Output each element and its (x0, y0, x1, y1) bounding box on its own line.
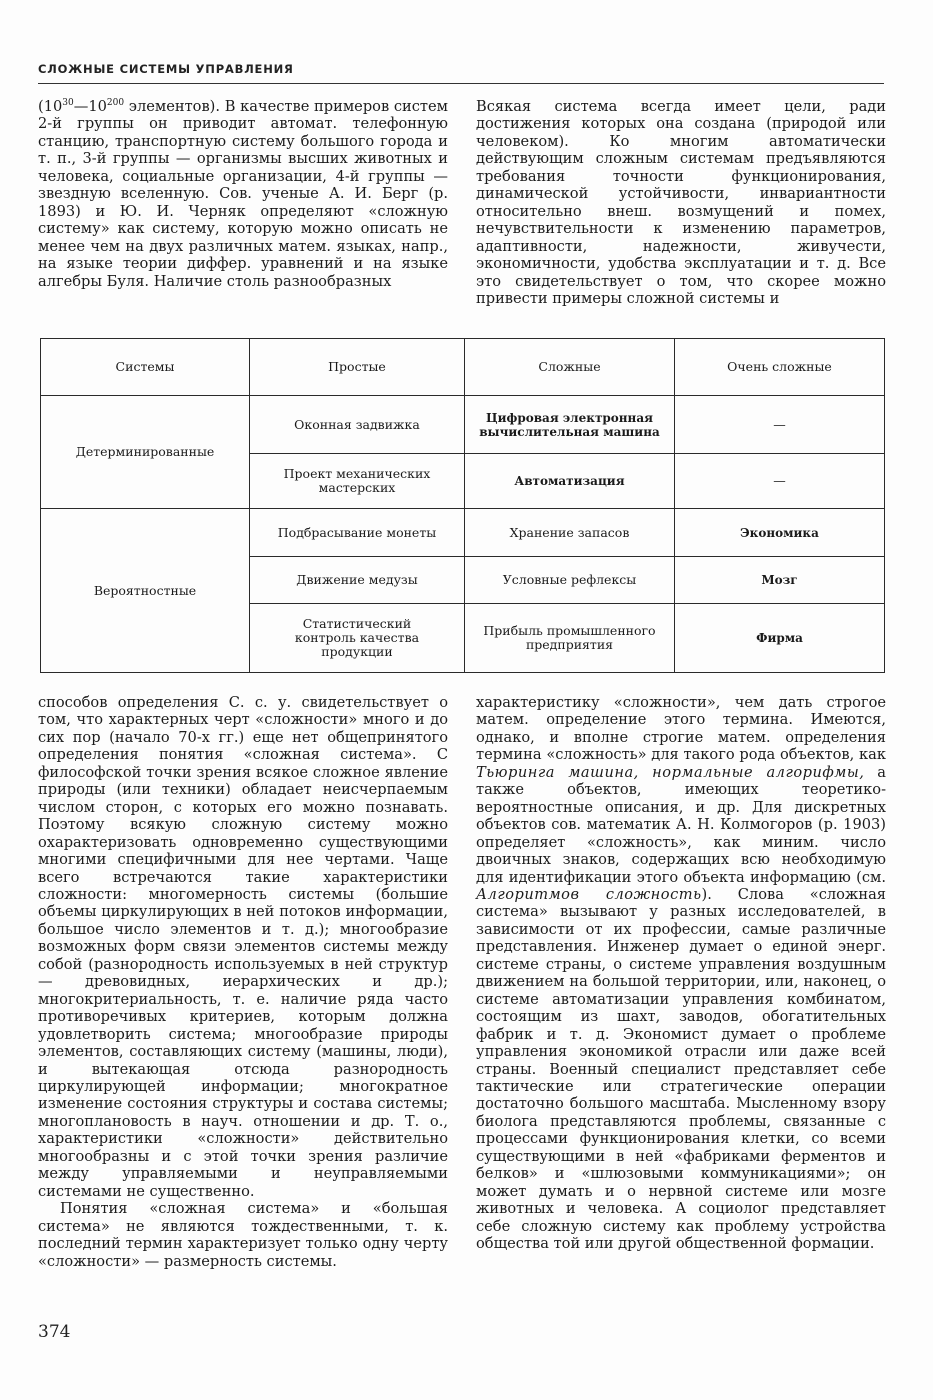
column-top-left (38, 98, 448, 290)
paragraph: Понятия «сложная система» и «большая система» не являются тождественными, т. к. последний термин характеризует только одну черту «сложности» — размерность системы. (38, 1200, 448, 1270)
table-cell: Автоматизация (465, 454, 675, 509)
cross-reference-link[interactable]: Тьюринга машина, нормальные алгорифмы, (476, 763, 865, 781)
table-row (41, 509, 885, 557)
column-header: Системы (41, 339, 250, 396)
table-cell: Хранение запасов (465, 509, 675, 557)
column-bottom-left (38, 694, 448, 1270)
superscript: 30 (62, 98, 74, 109)
systems-classification-table (40, 338, 885, 673)
table-row (41, 396, 885, 454)
table-header-row (41, 339, 885, 396)
page-number: 374 (38, 1322, 71, 1342)
text-run: —10 (73, 98, 107, 115)
table-cell: Движение медузы (250, 557, 465, 604)
row-group-label: Вероятностные (41, 509, 250, 673)
text-run: (10 (38, 98, 63, 115)
table-cell: Условные рефлексы (465, 557, 675, 604)
table-cell: Подбрасывание монеты (250, 509, 465, 557)
paragraph: способов определения С. с. у. свидетельствует о том, что характерных черт «сложности» много и до сих пор (начало 70-х гг.) еще нет общепринятого определения понятия «сложная система». С философской точки зрения всякое сложное явление природы (или техники) обладает неисчерпаемым числом сторон, с которых его можно познавать. Поэтому всякую сложную систему можно охарактеризовать одновременно существующими многими специфичными для нее чертами. Чаще всего встречаются такие характеристики сложности: многомерность системы (большие объемы циркулирующих в ней потоков информации, большое число элементов и т. д.); многообразие возможных форм связи элементов системы между собой (разнородность используемых в ней структур — древовидных, иерархических и др.); многокритериальность, т. е. наличие ряда часто противоречивых критериев, которым должна удовлетворить система; многообразие природы элементов, составляющих систему (машины, люди), и вытекающая отсюда разнородность циркулирующей информации; многократное изменение состояния структуры и состава системы; многоплановость в науч. отношении и др. Т. о., характеристики «сложности» действительно многообразны и с этой точки зрения различие между управляемыми и неуправляемыми системами не существенно. (38, 694, 448, 1200)
cross-reference-link[interactable]: Алгоритмов сложность (476, 885, 702, 903)
text-run: элементов). В качестве примеров систем 2-й группы он приводит автомат. телефонную станцию, транспортную систему большого города и т. п., 3-й группы — организмы высших животных и человека, социальные организации, 4-й группы — звездную вселенную. Сов. ученые А. И. Берг (р. 1893) и Ю. И. Черняк определяют «сложную систему» как систему, которую можно описать не менее чем на двух различных матем. языках, напр., на языке теории диффер. уравнений и на языке алгебры Буля. Наличие столь разнообразных (38, 98, 448, 290)
column-bottom-right (476, 694, 886, 1253)
column-header: Очень сложные (675, 339, 885, 396)
row-group-label: Детерминированные (41, 396, 250, 509)
table-cell: Экономика (675, 509, 885, 557)
table-cell: Проект механических мастерских (250, 454, 465, 509)
running-head: СЛОЖНЫЕ СИСТЕМЫ УПРАВЛЕНИЯ (38, 62, 294, 76)
table-cell: Цифровая электронная вычислительная машина (465, 396, 675, 454)
table-cell: — (675, 454, 885, 509)
paragraph (476, 694, 886, 1253)
text-run: характеристику «сложности», чем дать строгое матем. определение этого термина. Имеются, однако, и вполне строгие матем. определения термина «сложность» для такого рода объектов, как (476, 694, 886, 764)
table-cell: Оконная задвижка (250, 396, 465, 454)
table-cell: Мозг (675, 557, 885, 604)
table-cell: Статистический контроль качества продукции (250, 604, 465, 673)
header-rule (38, 83, 884, 84)
table-cell: — (675, 396, 885, 454)
paragraph (38, 98, 448, 290)
superscript: 200 (106, 98, 125, 109)
text-run: а также объектов, имеющих теоретико-вероятностные описания, и др. Для дискретных объектов сов. математик А. Н. Колмогоров (р. 1903) определяет «сложность», как миним. число двоичных знаков, содержащих всю необходимую для идентификации этого объекта информацию (см. (476, 763, 886, 886)
table-cell: Фирма (675, 604, 885, 673)
column-header: Сложные (465, 339, 675, 396)
column-top-right (476, 98, 886, 307)
column-header: Простые (250, 339, 465, 396)
table-cell: Прибыль промышленного предприятия (465, 604, 675, 673)
text-run: ). Слова «сложная система» вызывают у разных исследователей, в зависимости от их профессии, самые различные представления. Инженер думает о единой энерг. системе страны, о системе управления воздушным движением на большой территории, или, наконец, о системе автоматизации управления комбинатом, состоящим из шахт, заводов, обогатительных фабрик и т. д. Экономист думает о проблеме управления экономикой отрасли или даже всей страны. Военный специалист представляет себе тактические или стратегические операции достаточно большого масштаба. Мысленному взору биолога представляются проблемы, связанные с процессами функционирования клетки, со всеми существующими в ней «фабриками ферментов и белков» и «шлюзовыми коммуникациями»; он может думать и о нервной системе или мозге животных и человека. А социолог представляет себе сложную систему как проблему устройства общества той или другой общественной формации. (476, 885, 886, 1253)
paragraph: Всякая система всегда имеет цели, ради достижения которых она создана (природой или человеком). Ко многим автоматически действующим сложным системам предъявляются требования точности функционирования, динамической устойчивости, инвариантности относительно внеш. возмущений и помех, нечувствительности к изменению параметров, адаптивности, надежности, живучести, экономичности, удобства эксплуатации и т. д. Все это свидетельствует о том, что скорее можно привести примеры сложной системы и (476, 98, 886, 307)
